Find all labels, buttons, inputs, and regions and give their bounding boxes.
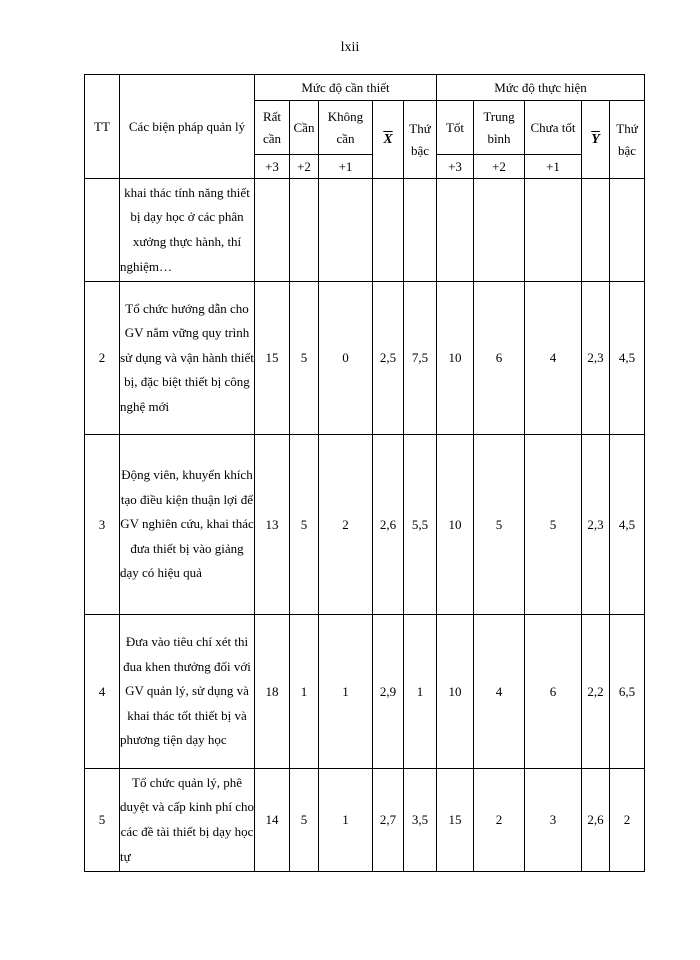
cell-rank-impl — [610, 179, 645, 282]
cell-not-good: 5 — [525, 435, 582, 615]
header-mean-x: $\overline{X}$ — [373, 101, 404, 179]
cell-average: 5 — [474, 435, 525, 615]
cell-mean-x: 2,5 — [373, 282, 404, 435]
header-rank-need: Thứ bậc — [404, 101, 437, 179]
cell-mean-y: 2,3 — [582, 282, 610, 435]
cell-average: 2 — [474, 769, 525, 872]
cell-rank-need: 7,5 — [404, 282, 437, 435]
cell-needed: 5 — [290, 435, 319, 615]
header-rank-impl: Thứ bậc — [610, 101, 645, 179]
row-number — [85, 179, 120, 282]
header-mean-y: $\overline{Y}$ — [582, 101, 610, 179]
header-need-very-value: +3 — [255, 155, 290, 179]
cell-not-needed — [319, 179, 373, 282]
cell-needed: 5 — [290, 769, 319, 872]
cell-rank-impl: 4,5 — [610, 282, 645, 435]
header-need-needed: Cần — [290, 101, 319, 155]
cell-rank-impl: 6,5 — [610, 615, 645, 769]
cell-very-needed: 13 — [255, 435, 290, 615]
cell-rank-impl: 4,5 — [610, 435, 645, 615]
cell-not-good: 4 — [525, 282, 582, 435]
cell-average: 4 — [474, 615, 525, 769]
cell-good — [437, 179, 474, 282]
header-need-very: Rất cần — [255, 101, 290, 155]
table-row — [85, 282, 645, 435]
header-impl-notgood: Chưa tốt — [525, 101, 582, 155]
cell-very-needed: 15 — [255, 282, 290, 435]
cell-average: 6 — [474, 282, 525, 435]
header-impl-good: Tốt — [437, 101, 474, 155]
table-row — [85, 615, 645, 769]
cell-mean-x — [373, 179, 404, 282]
header-impl-average-value: +2 — [474, 155, 525, 179]
cell-not-needed: 1 — [319, 615, 373, 769]
measure-text: Tổ chức quản lý, phê duyệt và cấp kinh phí cho các đề tài thiết bị dạy học tự — [120, 769, 255, 872]
cell-mean-y: 2,6 — [582, 769, 610, 872]
header-need-not-value: +1 — [319, 155, 373, 179]
table-row — [85, 179, 645, 282]
cell-average — [474, 179, 525, 282]
measure-text: khai thác tính năng thiết bị dạy học ở các phân xưởng thực hành, thí nghiệm… — [120, 179, 255, 282]
cell-mean-y: 2,3 — [582, 435, 610, 615]
row-number: 5 — [85, 769, 120, 872]
header-impl-level: Mức độ thực hiện — [437, 75, 645, 101]
cell-needed: 5 — [290, 282, 319, 435]
cell-not-good: 3 — [525, 769, 582, 872]
cell-needed: 1 — [290, 615, 319, 769]
header-impl-notgood-value: +1 — [525, 155, 582, 179]
cell-very-needed: 14 — [255, 769, 290, 872]
cell-very-needed — [255, 179, 290, 282]
row-number: 2 — [85, 282, 120, 435]
cell-rank-need — [404, 179, 437, 282]
header-measures: Các biện pháp quản lý — [120, 75, 255, 179]
table-row — [85, 435, 645, 615]
measure-text: Tổ chức hướng dẫn cho GV nắm vững quy trình sử dụng và vận hành thiết bị, đặc biệt thiết bị công nghệ mới — [120, 282, 255, 435]
cell-not-needed: 2 — [319, 435, 373, 615]
header-need-needed-value: +2 — [290, 155, 319, 179]
row-number: 4 — [85, 615, 120, 769]
cell-good: 10 — [437, 615, 474, 769]
row-number: 3 — [85, 435, 120, 615]
cell-rank-need: 5,5 — [404, 435, 437, 615]
cell-not-good — [525, 179, 582, 282]
cell-good: 10 — [437, 282, 474, 435]
cell-needed — [290, 179, 319, 282]
cell-good: 10 — [437, 435, 474, 615]
cell-rank-impl: 2 — [610, 769, 645, 872]
cell-mean-y: 2,2 — [582, 615, 610, 769]
cell-mean-y — [582, 179, 610, 282]
cell-very-needed: 18 — [255, 615, 290, 769]
header-tt: TT — [85, 75, 120, 179]
header-need-level: Mức độ cần thiết — [255, 75, 437, 101]
evaluation-table — [84, 74, 645, 872]
cell-not-needed: 1 — [319, 769, 373, 872]
header-impl-good-value: +3 — [437, 155, 474, 179]
header-impl-average: Trung bình — [474, 101, 525, 155]
cell-good: 15 — [437, 769, 474, 872]
cell-mean-x: 2,7 — [373, 769, 404, 872]
page-number: lxii — [340, 40, 360, 55]
cell-not-good: 6 — [525, 615, 582, 769]
table-row — [85, 769, 645, 872]
cell-mean-x: 2,9 — [373, 615, 404, 769]
cell-rank-need: 3,5 — [404, 769, 437, 872]
cell-not-needed: 0 — [319, 282, 373, 435]
measure-text: Đưa vào tiêu chí xét thi đua khen thưởng đối với GV quản lý, sử dụng và khai thác tốt thiết bị và phương tiện dạy học — [120, 615, 255, 769]
cell-mean-x: 2,6 — [373, 435, 404, 615]
header-need-not: Không cần — [319, 101, 373, 155]
measure-text: Động viên, khuyến khích tạo điều kiện thuận lợi để GV nghiên cứu, khai thác đưa thiết bị vào giảng dạy có hiệu quả — [120, 435, 255, 615]
cell-rank-need: 1 — [404, 615, 437, 769]
